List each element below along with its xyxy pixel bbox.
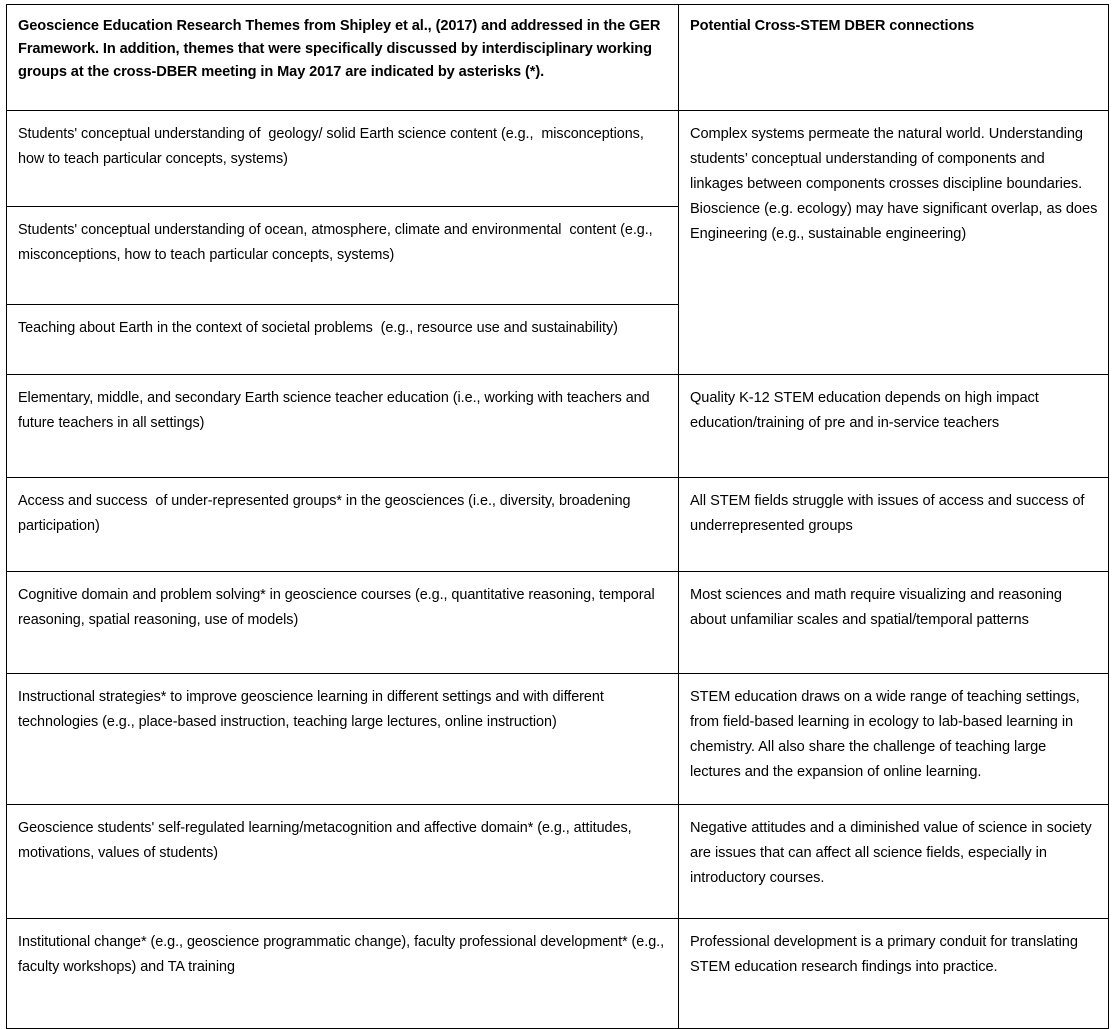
theme-text: Elementary, middle, and secondary Earth science teacher education (i.e., working with teachers and future teachers in all settings) xyxy=(18,390,654,431)
connection-text: Most sciences and math require visualizing and reasoning about unfamiliar scales and spatial/temporal patterns xyxy=(690,587,1066,629)
ger-themes-table xyxy=(6,4,1109,1029)
connection-text: Quality K-12 STEM education depends on high impact education/training of pre and in-service teachers xyxy=(690,390,1043,432)
connection-cell xyxy=(679,478,1109,572)
theme-text: Instructional strategies* to improve geoscience learning in different settings and with different technologies (e.g., place-based instruction, teaching large lectures, online instruction) xyxy=(18,689,608,730)
theme-cell xyxy=(7,674,679,805)
table-header-row xyxy=(7,5,1109,111)
connection-cell xyxy=(679,674,1109,805)
header-cell-themes xyxy=(7,5,679,111)
header-cell-connections xyxy=(679,5,1109,111)
table-row xyxy=(7,375,1109,478)
connection-text: Complex systems permeate the natural world. Understanding students’ conceptual understanding of components and linkages between components crosses discipline boundaries. Bioscience (e.g. ecology) may have significant overlap, as does Engineering (e.g., sustainable engineering) xyxy=(690,126,1102,243)
theme-cell xyxy=(7,111,679,207)
connection-text: Professional development is a primary conduit for translating STEM education research findings into practice. xyxy=(690,934,1082,976)
connection-text: STEM education draws on a wide range of teaching settings, from field-based learning in ecology to lab-based learning in chemistry. All also share the challenge of teaching large lectures and the expansion of online learning. xyxy=(690,689,1084,781)
header-label-themes: Geoscience Education Research Themes from Shipley et al., (2017) and addressed in the GER Framework. In addition, themes that were specifically discussed by interdisciplinary working groups at the cross-DBER meeting in May 2017 are indicated by asterisks (*). xyxy=(18,18,661,81)
connection-cell xyxy=(679,375,1109,478)
connection-cell xyxy=(679,572,1109,674)
table-row xyxy=(7,478,1109,572)
theme-text: Access and success of under-represented groups* in the geosciences (i.e., diversity, broadening participation) xyxy=(18,493,635,534)
theme-cell xyxy=(7,805,679,919)
connection-cell xyxy=(679,919,1109,1029)
table-body xyxy=(7,5,1109,1029)
theme-cell xyxy=(7,919,679,1029)
table-row xyxy=(7,111,1109,207)
connection-cell xyxy=(679,805,1109,919)
table-row xyxy=(7,674,1109,805)
theme-cell xyxy=(7,375,679,478)
connection-text: All STEM fields struggle with issues of access and success of underrepresented groups xyxy=(690,493,1089,535)
header-label-connections: Potential Cross-STEM DBER connections xyxy=(690,18,975,34)
theme-text: Students' conceptual understanding of ocean, atmosphere, climate and environmental content (e.g., misconceptions, how to teach particular concepts, systems) xyxy=(18,222,657,263)
table-row xyxy=(7,572,1109,674)
theme-text: Institutional change* (e.g., geoscience programmatic change), faculty professional development* (e.g., faculty workshops) and TA training xyxy=(18,934,668,975)
theme-cell xyxy=(7,207,679,305)
theme-cell xyxy=(7,305,679,375)
theme-cell xyxy=(7,572,679,674)
table-row xyxy=(7,805,1109,919)
theme-cell xyxy=(7,478,679,572)
theme-text: Cognitive domain and problem solving* in geoscience courses (e.g., quantitative reasoning, temporal reasoning, spatial reasoning, use of models) xyxy=(18,587,659,628)
theme-text: Students' conceptual understanding of geology/ solid Earth science content (e.g., misconceptions, how to teach particular concepts, systems) xyxy=(18,126,648,167)
theme-text: Teaching about Earth in the context of societal problems (e.g., resource use and sustainability) xyxy=(18,320,618,336)
theme-text: Geoscience students' self-regulated learning/metacognition and affective domain* (e.g., attitudes, motivations, values of students) xyxy=(18,820,636,861)
connection-cell-merged xyxy=(679,111,1109,375)
connection-text: Negative attitudes and a diminished value of science in society are issues that can affect all science fields, especially in introductory courses. xyxy=(690,820,1096,887)
table-row xyxy=(7,919,1109,1029)
